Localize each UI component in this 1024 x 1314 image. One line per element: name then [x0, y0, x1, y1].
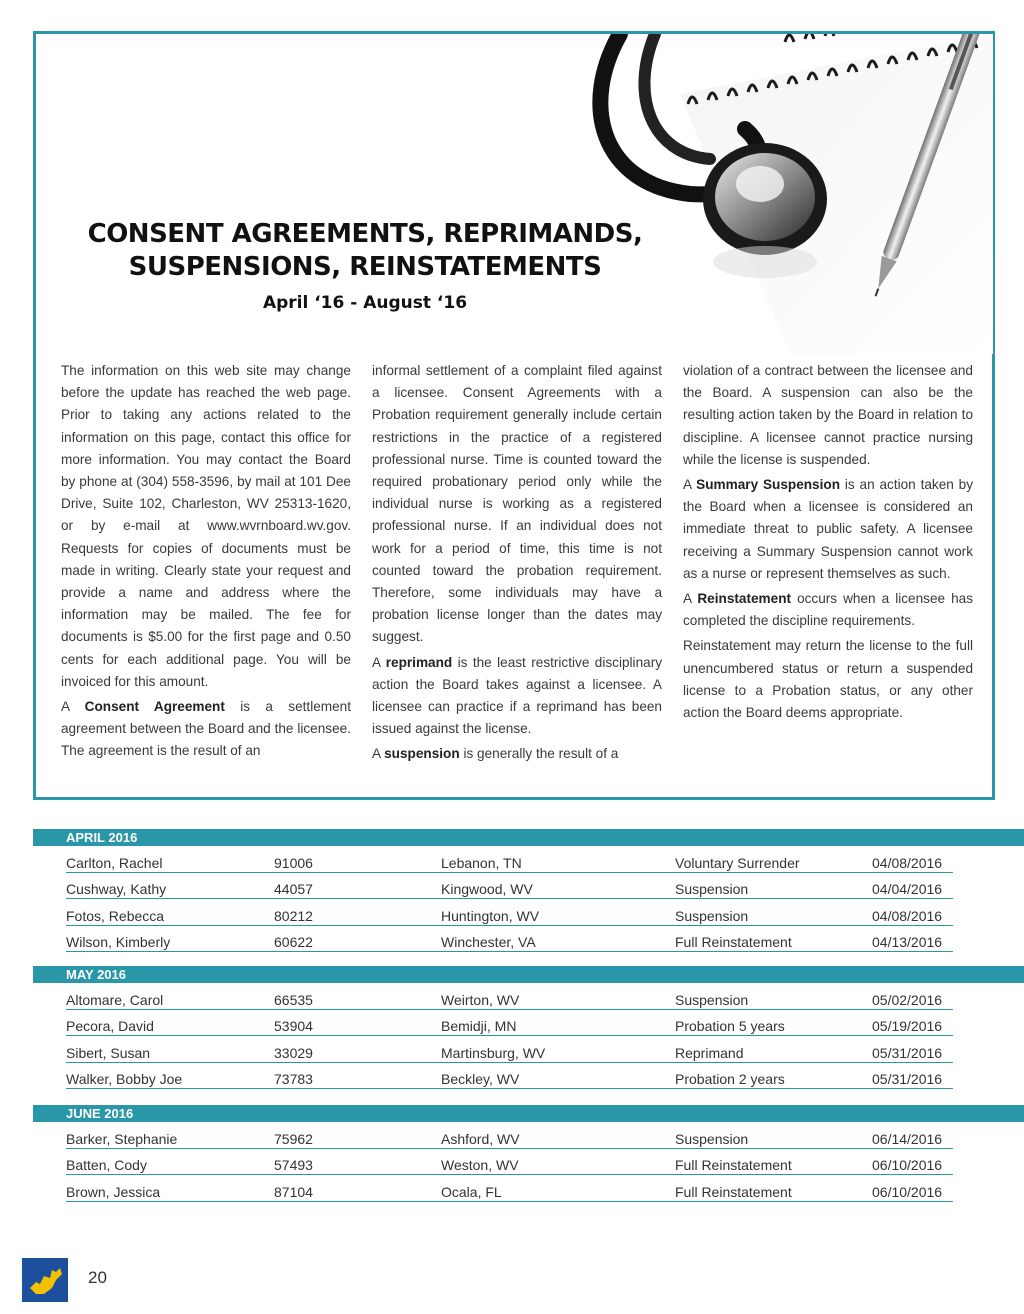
licensee-name: Walker, Bobby Joe: [66, 1071, 183, 1087]
term-consent-agreement: Consent Agreement: [84, 699, 225, 715]
info-paragraph: The information on this web site may change before the update has reached the web page. Prior to taking any actions related to the information on this page, contact this office for more information. You may contact the Board by phone at (304) 558-3596, by mail at 101 Dee Drive, Suite 102, Charleston, WV 25313-1620, or by e-mail at www.wvrnboard.wv.gov. Requests for copies of documents must be made in writing. Clearly state your request and provide a name and address where the information may be mailed. The fee for documents is $5.00 for the first page and 0.50 cents for each additional page. You will be invoiced for this amount.: [61, 363, 351, 689]
action-date: 05/31/2016: [872, 1044, 943, 1061]
licensee-name: Fotos, Rebecca: [66, 907, 165, 924]
action: Probation 2 years: [675, 1071, 785, 1087]
license-number: 87104: [274, 1183, 313, 1200]
action-date: 05/31/2016: [872, 1071, 943, 1087]
action-date: 06/14/2016: [872, 1130, 943, 1147]
table-row: [66, 983, 953, 1010]
licensee-name: Sibert, Susan: [66, 1044, 151, 1061]
licensee-name: Cushway, Kathy: [66, 881, 167, 897]
action: Full Reinstatement: [675, 934, 792, 950]
page-number: 20: [88, 1268, 107, 1287]
text-column-2: [372, 360, 662, 769]
location: Martinsburg, WV: [441, 1044, 546, 1061]
location: Bemidji, MN: [441, 1018, 517, 1034]
location: Kingwood, WV: [441, 881, 533, 897]
summary-suspension-paragraph: A Summary Suspension is an action taken by the Board when a licensee is considered an immediate threat to public safety. A licensee receiving a Summary Suspension cannot work as a nurse or represent themselves as such.: [683, 477, 974, 581]
licensee-name: Pecora, David: [66, 1018, 154, 1034]
term-reinstatement: Reinstatement: [697, 591, 792, 607]
license-number: 75962: [274, 1130, 313, 1147]
location: Winchester, VA: [441, 934, 536, 950]
action: Suspension: [675, 881, 749, 897]
reprimand-paragraph: A reprimand is the least restrictive disciplinary action the Board takes against a licensee. A licensee can practice if a reprimand has been issued against the license.: [372, 654, 663, 737]
license-number: 80212: [274, 907, 313, 924]
table-row: [66, 1036, 953, 1063]
text-column-1: [61, 360, 351, 766]
location: Huntington, WV: [441, 907, 540, 924]
term-reprimand: reprimand: [385, 654, 453, 670]
action: Full Reinstatement: [675, 1157, 792, 1173]
table-row: [66, 1063, 953, 1090]
west-virginia-map-icon: [22, 1258, 68, 1307]
action-date: 04/04/2016: [872, 881, 943, 897]
table-row: [66, 846, 953, 873]
table-row: [66, 926, 953, 953]
license-number: 44057: [274, 881, 313, 897]
action-date: 05/19/2016: [872, 1018, 943, 1034]
table-row: [66, 1010, 953, 1037]
action: Suspension: [675, 1130, 749, 1147]
license-number: 73783: [274, 1071, 313, 1087]
action: Voluntary Surrender: [675, 854, 800, 871]
location: Weirton, WV: [441, 991, 520, 1008]
licensee-name: Barker, Stephanie: [66, 1130, 178, 1147]
action: Suspension: [675, 991, 749, 1008]
license-number: 60622: [274, 934, 313, 950]
action-date: 06/10/2016: [872, 1157, 943, 1173]
licensee-name: Carlton, Rachel: [66, 854, 163, 871]
reinstatement-paragraph: A Reinstatement occurs when a licensee has completed the discipline requirements.: [683, 591, 974, 629]
license-number: 66535: [274, 991, 313, 1008]
action: Suspension: [675, 907, 749, 924]
section-june-2016: [33, 1105, 1024, 1202]
suspension-paragraph: A suspension is generally the result of a: [372, 746, 619, 762]
location: Ashford, WV: [441, 1130, 520, 1147]
reinstatement-detail-paragraph: Reinstatement may return the license to the full unencumbered status or return a suspended license to a Probation status, or any other action the Board deems appropriate.: [683, 638, 973, 721]
action: Full Reinstatement: [675, 1183, 792, 1200]
term-suspension: suspension: [384, 746, 460, 762]
table-row: [66, 1175, 953, 1202]
licensee-name: Brown, Jessica: [66, 1183, 161, 1200]
action-date: 06/10/2016: [872, 1183, 943, 1200]
table-row: [66, 1122, 953, 1149]
text-column-3: [683, 360, 973, 727]
suspension-continued-paragraph: violation of a contract between the licensee and the Board. A suspension can also be the resulting action taken by the Board in relation to discipline. A licensee cannot practice nursing while the license is suspended.: [683, 363, 973, 467]
action-date: 05/02/2016: [872, 991, 943, 1008]
location: Ocala, FL: [441, 1183, 502, 1200]
location: Weston, WV: [441, 1157, 519, 1173]
section-header: JUNE 2016: [33, 1105, 1024, 1122]
section-may-2016: [33, 966, 1024, 1089]
section-april-2016: [33, 829, 1024, 952]
license-number: 91006: [274, 854, 313, 871]
licensee-name: Batten, Cody: [66, 1157, 147, 1173]
table-row: [66, 1149, 953, 1176]
action-date: 04/08/2016: [872, 907, 943, 924]
page-title: [40, 218, 690, 284]
action-date: 04/13/2016: [872, 934, 943, 950]
location: Lebanon, TN: [441, 854, 522, 871]
section-header: MAY 2016: [33, 966, 1024, 983]
location: Beckley, WV: [441, 1071, 520, 1087]
section-header: APRIL 2016: [33, 829, 1024, 846]
action-date: 04/08/2016: [872, 854, 943, 871]
consent-agreement-paragraph: A Consent Agreement is a settlement agreement between the Board and the licensee. The agreement is the result of an: [61, 699, 351, 759]
licensee-name: Altomare, Carol: [66, 991, 164, 1008]
title-line-2: SUSPENSIONS, REINSTATEMENTS: [128, 252, 602, 282]
action: Reprimand: [675, 1044, 744, 1061]
consent-continued-paragraph: informal settlement of a complaint filed against a licensee. Consent Agreements with a Probation requirement generally include certain restrictions in the practice of a registered professional nurse. Time is counted toward the required probationary period only while the individual nurse is working as a registered professional nurse. If an individual does not work for a period of time, this time is not counted toward the probation requirement. Therefore, some individuals may have a probation license longer than the dates may suggest.: [372, 363, 662, 645]
date-range-subtitle: April ‘16 - August ‘16: [262, 293, 468, 313]
action: Probation 5 years: [675, 1018, 785, 1034]
table-row: [66, 873, 953, 900]
term-summary-suspension: Summary Suspension: [696, 477, 841, 493]
table-row: [66, 899, 953, 926]
licensee-name: Wilson, Kimberly: [66, 934, 171, 950]
title-line-1: CONSENT AGREEMENTS, REPRIMANDS,: [87, 219, 643, 249]
license-number: 53904: [274, 1018, 313, 1034]
license-number: 33029: [274, 1044, 313, 1061]
license-number: 57493: [274, 1157, 313, 1173]
